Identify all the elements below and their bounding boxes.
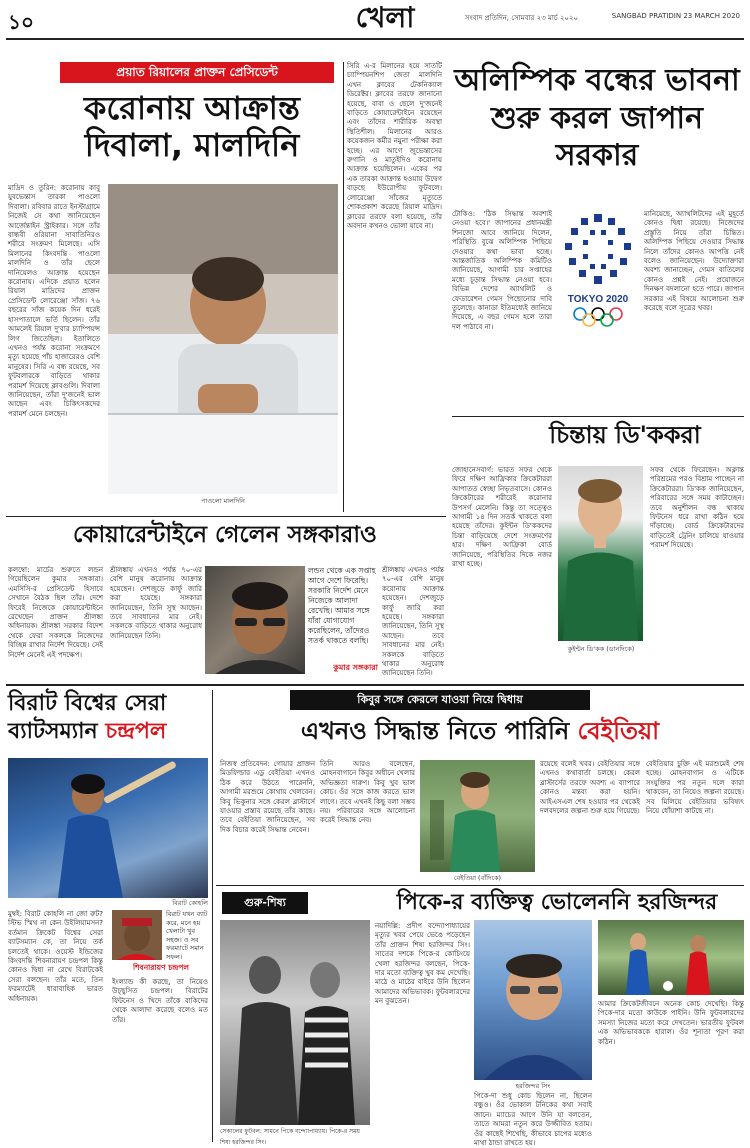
- story6-headline-red: বেইতিয়া: [577, 717, 660, 745]
- story3-body: জোহানেসবার্গ: ভারত সফর থেকে ফিরে দক্ষিণ আফ্রিকার ক্রিকেটাররা আপাতত স্বেচ্ছা নিভৃতবাসে। কোনও ক্রিকেটারের শরীরেই করোনার উপসর্গ মেলেনি। কিন্তু তা সত্ত্বেও আগামী ১৪ দিন সতর্ক থাকতে বলা হয়েছে তাঁদের। কুইন্টন ডি'ককদের চিন্তা বাড়িয়েছে দেশে সংক্রমণের হার। দক্ষিণ আফ্রিকা বোর্ড জানিয়েছে, পরিস্থিতির দিকে নজর রাখা হচ্ছে।: [452, 466, 552, 569]
- tokyo-2020-text: TOKYO 2020: [567, 294, 629, 305]
- story5-photo: [8, 758, 208, 898]
- pk-harjinder-archive-photo: [220, 920, 370, 1125]
- story5-quote-author: শিবনারায়ণ চন্দ্রপল: [132, 963, 190, 972]
- column-rule: [343, 62, 344, 512]
- story1-headline: করোনায় আক্রান্ত দিবালা, মালদিনি: [84, 89, 300, 164]
- story7-photo2-caption: হরজিন্দর সিং: [515, 1082, 551, 1090]
- story7-body: নয়াদিল্লি: প্রদীপ বন্দ্যোপাধ্যায়ের মৃত্যুর খবর পেয়ে ভেঙে পড়েছেন তাঁর প্রাক্তন শিষ্য হরজিন্দর সিং। সাতের দশকে পিকে-র কোচিংয়ে খেলা হরজিন্দর বলছেন, পিকে-দার মতো ব্যক্তিত্ব খুব কম দেখেছি। মাঠে ও মাঠের বাইরে উনি ছিলেন আমাদের অভিভাবক। ফুটবলারদের মন বুঝতেন।: [375, 922, 470, 1006]
- story5-photo-caption: বিরাট কোহলি: [172, 899, 208, 907]
- story6-kicker: কিবুর সঙ্গে কেরলে যাওয়া নিয়ে দ্বিধায়: [290, 690, 590, 710]
- kohli-batting-photo: [8, 758, 208, 898]
- story5-headline: [8, 690, 208, 745]
- story7-photo1-caption: সেকালের ফুটবল: সামনে পিকে বন্দ্যোপাধ্যায়। পিকে-র সময় শিষ্য হরজিন্দর সিং।: [220, 1128, 360, 1146]
- story7-body3: আমার ক্রিকেটজীবনে অনেক কোচ দেখেছি। কিন্তু পিকে-দার মতো কাউকে পাইনি। উনি ফুটবলারদের সমস্যা নিজের মতো করে দেখতেন। ভারতীয় ফুটবল এক অভিভাবককে হারাল। ওঁর শূন্যতা পূরণ করা কঠিন।: [598, 1000, 744, 1046]
- story6-body2: তিনি আরও বলেছেন, মোহনবাগানে কিবুর অধীনে খেলার অভিজ্ঞতা দারুণ। কিবু খুব ভাল কোচ। ওঁর সঙ্গে কাজ করতে ভাল লাগে। তবে এখনই কিছু বলা সম্ভব নয়। পরিবারের সঙ্গে আলোচনা করেই সিদ্ধান্ত নেব।: [320, 760, 415, 825]
- tokyo-emblem-icon: [558, 210, 638, 290]
- story1-photo: [108, 184, 338, 494]
- story2-body2: মানিয়েছে, অ্যাথলিটদের এই মুহূর্তে কোনও দ্বিধা রয়েছে। নিজেদের প্রস্তুতি নিয়ে তাঁরা চিন্তিত। অলিম্পিক পিছিয়ে দেওয়ার সিদ্ধান্ত নিলে তাঁদের কোনও আপত্তি নেই বলেও জানিয়েছেন। উদ্যোক্তারা অবশ্য জানাচ্ছেন, গেমস বাতিলের কোনও প্রশ্নই নেই। প্রয়োজনে দিনক্ষণ বদলানো হতে পারে। জাপান সরকার এই বিষয়ে আলোচনা শুরু করেছে বলে সূত্রের খবর।: [644, 210, 744, 313]
- story5-headline-black: বিরাট বিশ্বের সেরা ব্যাটসম্যান: [8, 691, 167, 744]
- olympic-rings-icon: [568, 305, 628, 329]
- story3-photo-caption: কুইন্টন ডি'কক (ডানদিকে): [567, 645, 635, 653]
- story7-headline: পিকে-র ব্যক্তিত্ব ভোলেননি হরজিন্দর: [396, 890, 718, 915]
- story1-body2: সিরি এ-র মিলানের হয়ে সাতটি চ্যাম্পিয়নশিপ জেতা মালদিনি এখন ক্লাবের টেকনিক্যাল ডিরেক্টর। ক্লাবের তরফে জানানো হয়েছে, বাবা ও ছেলে দু'জনেই বাড়িতে কোয়ারেন্টাইনে রয়েছেন এবং তাঁদের শারীরিক অবস্থা স্থিতিশীল। মিলানের আরও কয়েকজন কর্মীর নমুনা পরীক্ষা করা হচ্ছে। এর আগে জুভেন্তাসের রুগানি ও মাতুইদিও করোনায় আক্রান্ত হয়েছিলেন। একের পর এক তারকা আক্রান্ত হওয়ায় উদ্বেগ বাড়ছে ইউরোপীয় ফুটবলে। লোরেঞ্জো সাঁজের মৃত্যুতে শোকপ্রকাশ করেছে রিয়াল মাদ্রিদ। ক্লাবের তরফে বলা হয়েছে, তাঁর অবদান কখনও ভোলা যাবে না।: [347, 62, 442, 230]
- story6-body: নিজস্ব প্রতিবেদন: গোয়ার প্রাক্তন মিডফিল্ডার এডু বেইতিয়া এখনও ঠিক করে উঠতে পারেননি, আগামী মরশুমে কোথায় খেলবেন। কিবু ভিকুনার সঙ্গে কেরল ব্লাস্টার্সে যাওয়ার প্রস্তাব রয়েছে তাঁর কাছে। তবে বেইতিয়া জানিয়েছেন, সব দিক বিচার করেই সিদ্ধান্ত নেবেন।: [220, 760, 315, 834]
- story1-photo-caption: পাওলো মালদিনি: [201, 497, 245, 505]
- football-match-photo: [598, 920, 744, 995]
- chanderpaul-face-icon: [112, 910, 162, 960]
- story4-top-rule: [6, 516, 446, 517]
- story4-body-cont: শ্রীলঙ্কায় এখনও পর্যন্ত ৭০-এর বেশি মানুষ করোনায় আক্রান্ত হয়েছেন। দেশজুড়ে কার্ফু জারি করা হয়েছে। সঙ্গকারা জানিয়েছেন, তিনি সুস্থ আছেন। তবে সাবধানের মার নেই। সকলকে বাড়িতে থাকার অনুরোধ জানিয়েছেন তিনি।: [110, 566, 202, 640]
- page-number: ১০: [8, 10, 34, 34]
- story5-headline-red: চন্দ্রপল: [105, 718, 167, 744]
- header-date: সংবাদ প্রতিদিন, সোমবার ২৩ মার্চ ২০২০: [465, 14, 579, 22]
- tokyo-2020-logo: [558, 210, 638, 335]
- header-paper-name: SANGBAD PRATIDIN 23 MARCH 2020: [611, 12, 740, 20]
- story3-headline: চিন্তায় ডি'ককরা: [549, 421, 701, 449]
- pull-quote-text: লন্ডন থেকে এক সপ্তাহ আগে দেশে ফিরেছি। সরকারি নির্দেশ মেনে নিজেকে আলাদা রেখেছি। আমার সঙ্গে যাঁরা যোগাযোগ করেছিলেন, তাঁদেরও সতর্ক থাকতে বলছি।: [308, 566, 376, 645]
- story7-top-rule: [216, 885, 744, 886]
- story2-headline: অলিম্পিক বন্ধের ভাবনা শুরু করল জাপান সরকার: [454, 63, 740, 173]
- story5-body2: ইংল্যান্ড কী করছে, তা নিয়েও উচ্ছ্বসিত চন্দ্রপল। বিরাটের ফিটনেস ও খিদে তাঁকে বাকিদের থেকে আলাদা করেছে বলেও মত তাঁর।: [112, 978, 208, 1024]
- middle-rule: [6, 684, 744, 686]
- de-kock-photo: [558, 466, 643, 641]
- story7-photo2: [474, 920, 592, 1080]
- story6-body3: রয়েছে বলেই খবর। বেইতিয়ার সঙ্গে এখনও কথাবার্তা চলছে। কেরল ব্লাস্টার্সের তরফে অবশ্য এ ব্যাপারে কোনও মন্তব্য করা হয়নি। আইএসএল শেষ হওয়ার পর থেকেই দলবদলের জল্পনা শুরু হয়ে গিয়েছে।: [540, 760, 640, 816]
- story7-photo1: [220, 920, 370, 1125]
- story7-body2: পিকে-দা শুধু কোচ ছিলেন না, ছিলেন বন্ধুও। ওঁর ভোকাল টনিকের কথা সবাই জানে। ম্যাচের আগে উনি যা বলতেন, তাতে আমরা নতুন করে উজ্জীবিত হতাম। ওঁর কাছেই শিখেছি, কীভাবে চাপের মধ্যেও মাথা ঠান্ডা রাখতে হয়।: [474, 1092, 592, 1148]
- chanderpaul-photo: [112, 910, 162, 960]
- column-rule-2: [212, 690, 213, 1142]
- story4-headline: কোয়ারেন্টাইনে গেলেন সঙ্গকারাও: [73, 522, 377, 548]
- story6-body4: বেইতিয়ার চুক্তি এই মরশুমেই শেষ হচ্ছে। মোহনবাগান ও এটিকে সংযুক্তির পর নতুন দলে কারা থাকবেন, তা নিয়েও জল্পনা রয়েছে। সব মিলিয়ে বেইতিয়ার ভবিষ্যৎ নিয়ে ধোঁয়াশা কাটছে না।: [646, 760, 744, 816]
- story4-photo: [205, 566, 305, 674]
- story6-headline-black: এখনও সিদ্ধান্ত নিতে পারিনি: [300, 717, 570, 745]
- story6-photo: [420, 760, 535, 872]
- maldini-hospital-photo: [108, 184, 338, 494]
- story4-pull-quote: [308, 566, 378, 674]
- story1-body: মাদ্রিদ ও তুরিন: করোনায় কাবু যুবভেন্তাস তারকা পাওলো দিবালা। রবিবার রাতে ইনস্টাগ্রামে নিজেই সে কথা জানিয়েছেন আর্জেন্তাইন স্ট্রাইকার। সঙ্গে তাঁর বান্ধবী ওরিয়ানা সাবাতিনিরও শরীরে সংক্রমণ মিলেছে। এসি মিলানের কিংবদন্তি পাওলো মালদিনি ও তাঁর ছেলে দানিয়েলও আক্রান্ত হয়েছেন করোনায়। এদিকে প্রয়াত হলেন রিয়াল মাদ্রিদের প্রাক্তন প্রেসিডেন্ট লোরেঞ্জো সাঁজ। ৭৬ বছরের সাঁজ কয়েক দিন ধরেই হাসপাতালে ভর্তি ছিলেন। তাঁর আমলেই রিয়াল দু'বার চ্যাম্পিয়ন্স লিগ জিতেছিল। ইতালিতে এখনও পর্যন্ত করোনা সংক্রমণে মৃত্যু হয়েছে পাঁচ হাজারেরও বেশি মানুষের। সিরি এ বন্ধ রয়েছে, সব ফুটবলারকে বাড়িতে থাকার পরামর্শ দিয়েছে ক্লাবগুলি। দিবালা জানিয়েছেন, তাঁরা দু'জনেই ভাল আছেন এবং চিকিৎসকদের পরামর্শ মেনে চলছেন।: [8, 184, 100, 418]
- story3-rule: [452, 416, 744, 417]
- harjinder-photo: [474, 920, 592, 1080]
- pull-quote-author: কুমার সঙ্গকারা: [333, 663, 378, 672]
- story5-quote: বিরাট যখন ব্যাট করে, মনে হয় খেলাটা খুব সহজ। ও সব ফরম্যাটে সমান সফল।: [166, 910, 208, 961]
- story7-tag: গুরু-শিষ্য: [222, 892, 308, 914]
- story5-body: মুম্বই: বিরাট কোহলি না জো রুট? স্টিভ স্মিথ না কেন উইলিয়ামসন? বর্তমান ক্রিকেট বিশ্বের সেরা ব্যাটসম্যান কে, তা নিয়ে তর্ক চলতেই থাকে। ওয়েস্ট ইন্ডিজের কিংবদন্তি শিবনারায়ণ চন্দ্রপল কিন্তু কোনও দ্বিধা না রেখে বিরাটকেই সেরা বলছেন। তাঁর মতে, তিন ফরম্যাটেই ধারাবাহিক ভারত অধিনায়ক।: [8, 910, 103, 1003]
- story2-body: টোকিও: 'ঠিক সিদ্ধান্ত অবশ্যই নেওয়া হবে।' জাপানের প্রধানমন্ত্রী শিনজো আবে জানিয়ে দিলেন, পরিস্থিতি বুঝে অলিম্পিক পিছিয়ে দেওয়ার কথা ভাবা হচ্ছে। আন্তর্জাতিক অলিম্পিক কমিটিও জানিয়েছে, আগামী চার সপ্তাহের মধ্যে চূড়ান্ত সিদ্ধান্ত নেওয়া হবে। বিভিন্ন দেশের অ্যাথলিট ও ফেডারেশন গেমস পিছোনোর দাবি তুলেছে। কানাডা ইতিমধ্যেই জানিয়ে দিয়েছে, এ বছর গেমস হলে তারা দল পাঠাবে না।: [452, 210, 552, 331]
- story3-body2: সফর থেকে ফিরেছেন। অক্লান্ত পরিশ্রমের পরও বিশ্রাম পাচ্ছেন না ক্রিকেটাররা। ডি'কক জানিয়েছেন, পরিবারের সঙ্গে সময় কাটাচ্ছেন। তবে অনুশীলন বন্ধ থাকায় ফিটনেস ধরে রাখা কঠিন হয়ে দাঁড়াচ্ছে। বোর্ড ক্রিকেটারদের বাড়িতেই ট্রেনিং চালিয়ে যাওয়ার পরামর্শ দিয়েছে।: [650, 466, 744, 550]
- sangakkara-photo: [205, 566, 305, 674]
- story6-photo-caption: বেইতিয়া (বাঁদিকে): [453, 874, 502, 882]
- header-rule: [6, 38, 744, 40]
- story1-kicker: প্রয়াত রিয়ালের প্রাক্তন প্রেসিডেন্ট: [60, 62, 334, 83]
- story6-headline: [220, 718, 740, 746]
- story3-photo: [558, 466, 643, 641]
- section-title: খেলা: [355, 0, 415, 34]
- story4-body2: শ্রীলঙ্কায় এখনও পর্যন্ত ৭০-এর বেশি মানুষ করোনায় আক্রান্ত হয়েছেন। দেশজুড়ে কার্ফু জারি করা হয়েছে। সঙ্গকারা জানিয়েছেন, তিনি সুস্থ আছেন। তবে সাবধানের মার নেই। সকলকে বাড়িতে থাকার অনুরোধ জানিয়েছেন তিনি।: [382, 566, 445, 678]
- story4-body: কলম্বো: মার্চের শুরুতে লন্ডন গিয়েছিলেন কুমার সঙ্গকারা। এমসিসি-র প্রেসিডেন্ট হিসাবে সেখানে বৈঠক ছিল তাঁর। দেশে ফিরেই নিজেকে কোয়ারেন্টাইনে রেখেছেন প্রাক্তন শ্রীলঙ্কা অধিনায়ক। শ্রীলঙ্কা সরকার বিদেশ থেকে ফেরা সকলকে নিজেদের বিচ্ছিন্ন রাখার নির্দেশ দিয়েছে। সেই নির্দেশ মেনেই এই পদক্ষেপ।: [8, 566, 103, 659]
- beitia-photo: [420, 760, 535, 872]
- story7-photo3: [598, 920, 744, 995]
